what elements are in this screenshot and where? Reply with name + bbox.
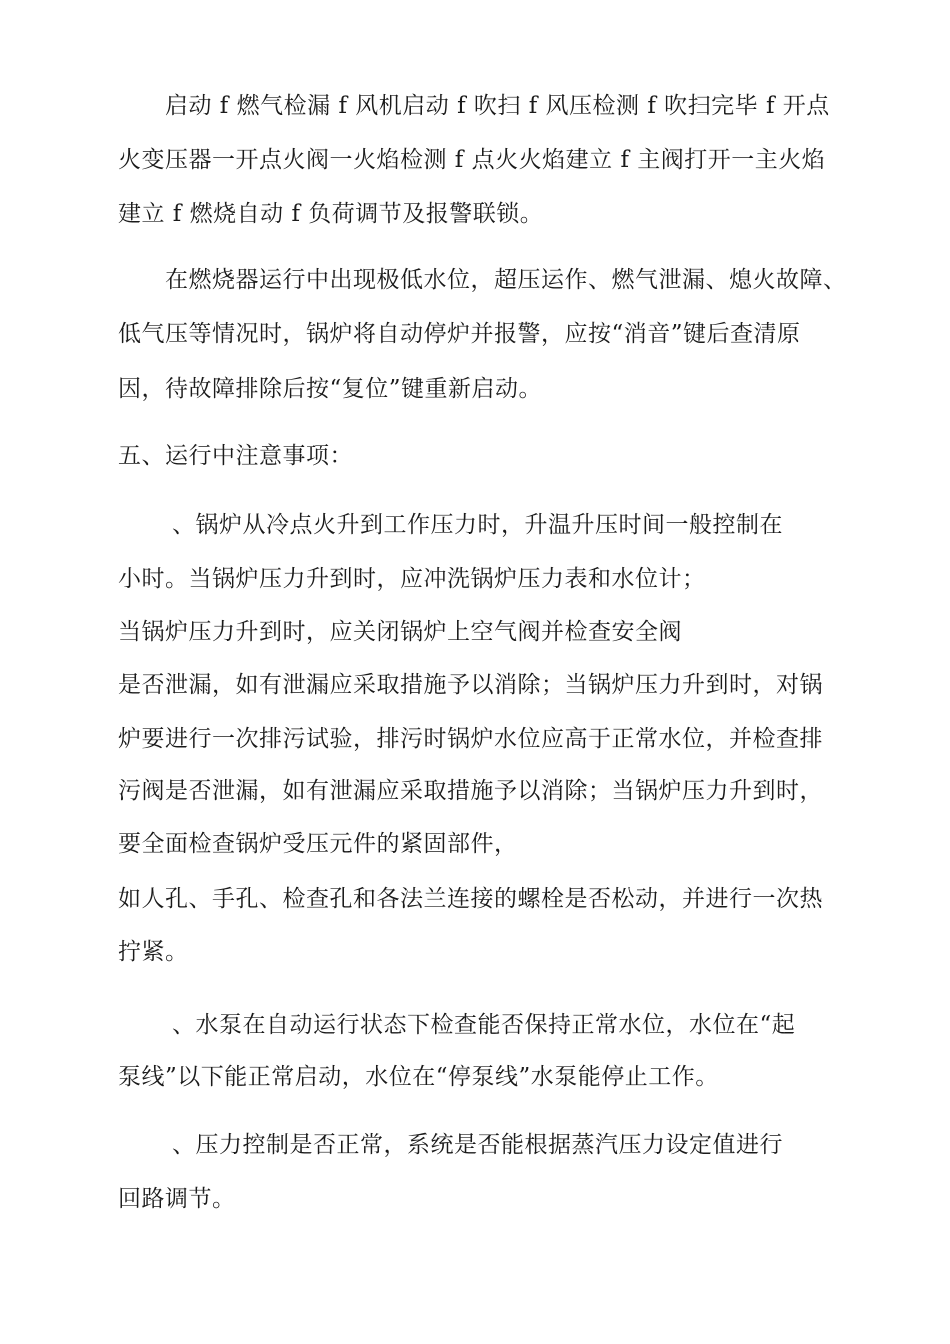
item-1-line-9: 拧紧。 <box>118 939 189 965</box>
paragraph-1-line-3: 建立 f 燃烧自动 f 负荷调节及报警联锁。 <box>118 201 544 227</box>
paragraph-2-line-3: 因，待故障排除后按“复位”键重新启动。 <box>118 376 543 402</box>
item-1-line-6: 污阀是否泄漏，如有泄漏应采取措施予以消除；当锅炉压力升到时， <box>118 778 823 804</box>
item-1-line-1: 、锅炉从冷点火升到工作压力时，升温升压时间一般控制在 <box>172 512 783 538</box>
item-1-line-5: 炉要进行一次排污试验，排污时锅炉水位应高于正常水位，并检查排 <box>118 726 823 752</box>
item-3-line-1: 、压力控制是否正常，系统是否能根据蒸汽压力设定值进行 <box>172 1132 783 1158</box>
item-1-line-7: 要全面检查锅炉受压元件的紧固部件， <box>118 831 518 857</box>
paragraph-2-line-1: 在燃烧器运行中出现极低水位，超压运作、燃气泄漏、熄火故障、 <box>165 267 847 293</box>
item-2-line-2: 泵线”以下能正常启动，水位在“停泵线”水泵能停止工作。 <box>118 1064 719 1090</box>
item-1-line-8: 如人孔、手孔、检查孔和各法兰连接的螺栓是否松动，并进行一次热 <box>118 886 823 912</box>
item-3-line-2: 回路调节。 <box>118 1186 236 1212</box>
item-2-line-1: 、水泵在自动运行状态下检查能否保持正常水位，水位在“起 <box>172 1012 796 1038</box>
paragraph-1-line-2: 火变压器一开点火阀一火焰检测 f 点火火焰建立 f 主阀打开一主火焰 <box>118 147 826 173</box>
paragraph-1-line-1: 启动 f 燃气检漏 f 风机启动 f 吹扫 f 风压检测 f 吹扫完毕 f 开点 <box>165 93 830 119</box>
section-heading: 五、运行中注意事项： <box>118 443 353 469</box>
paragraph-2-line-2: 低气压等情况时，锅炉将自动停炉并报警，应按“消音”键后查清原 <box>118 321 801 347</box>
item-1-line-4: 是否泄漏，如有泄漏应采取措施予以消除；当锅炉压力升到时，对锅 <box>118 672 823 698</box>
item-1-line-3: 当锅炉压力升到时，应关闭锅炉上空气阀并检查安全阀 <box>118 619 682 645</box>
item-1-line-2: 小时。当锅炉压力升到时，应冲洗锅炉压力表和水位计； <box>118 566 706 592</box>
